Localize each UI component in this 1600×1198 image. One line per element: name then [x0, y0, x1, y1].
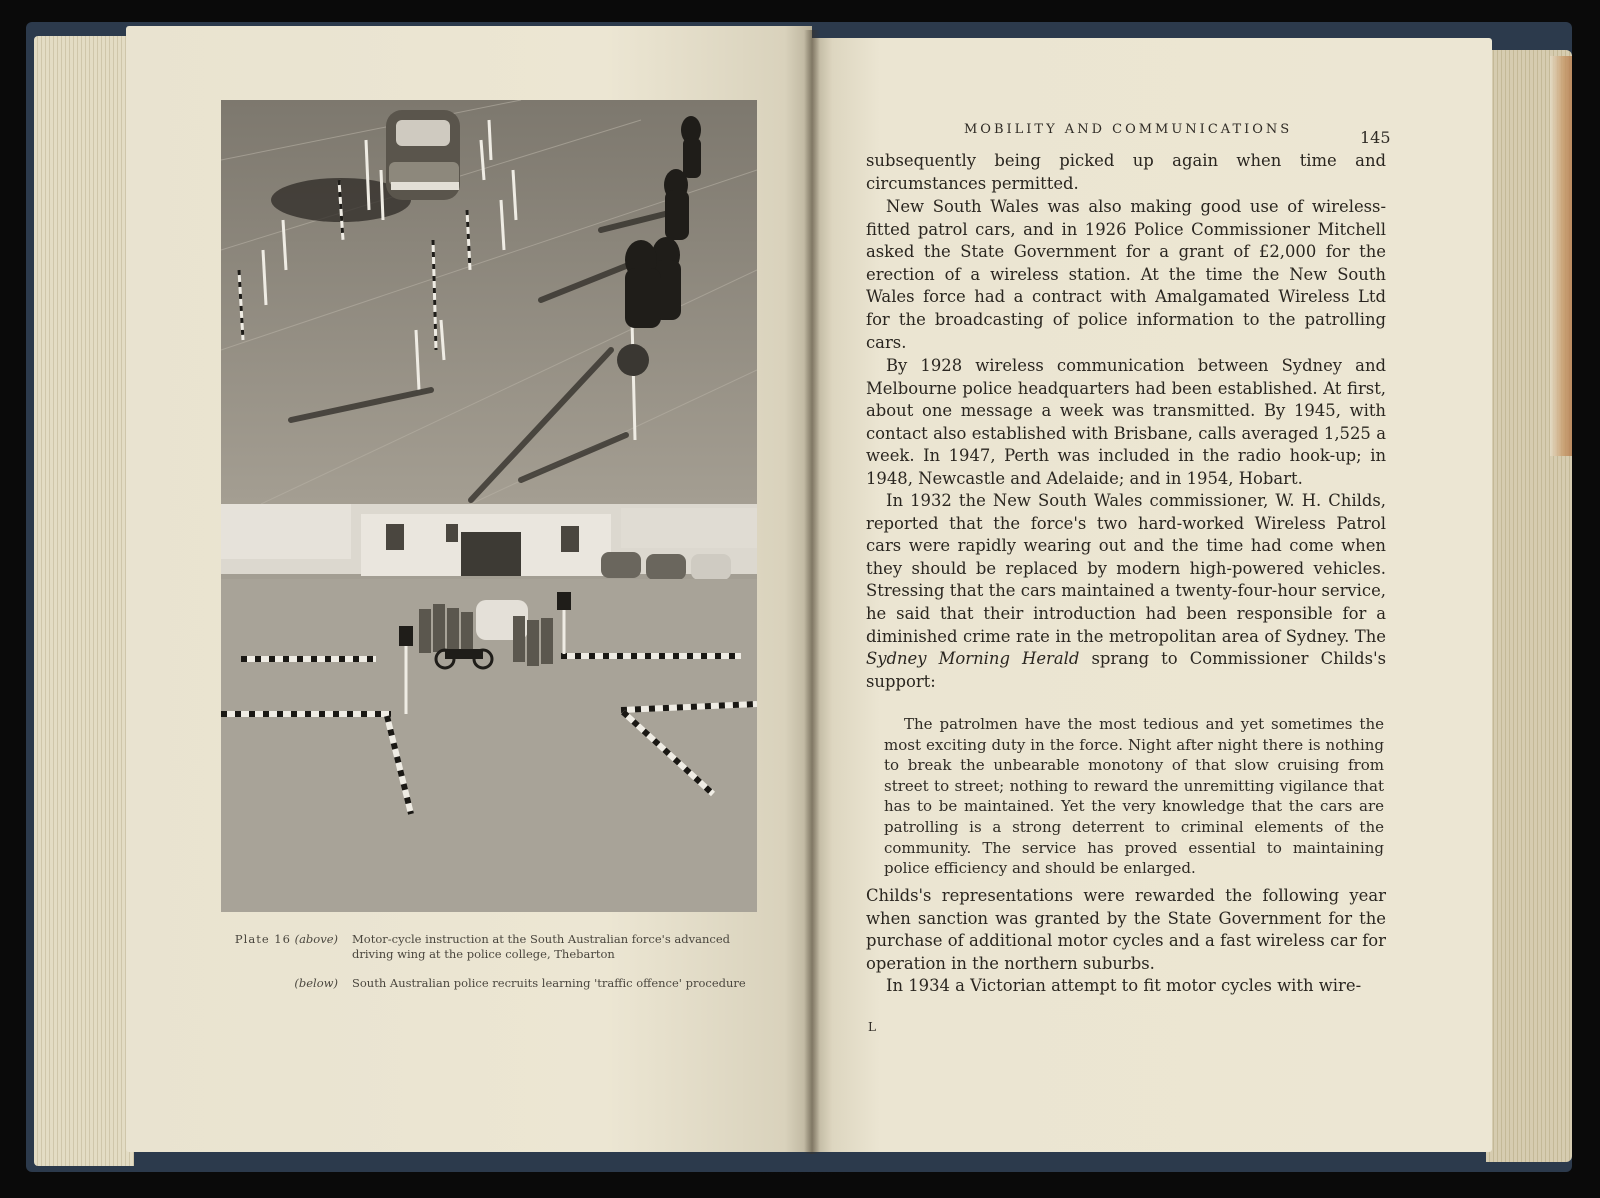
plate-label	[218, 932, 338, 947]
signature-mark: L	[868, 1020, 876, 1034]
paragraph-6: In 1934 a Victorian attempt to fit motor cycles with wire-	[886, 976, 1362, 995]
below-label	[218, 976, 338, 991]
paragraph-4	[866, 490, 1386, 693]
paragraph-3: By 1928 wireless communication between Sydney and Melbourne police headquarters had been established. At first, about one message a week was transmitted. By 1945, with contact also established with Brisbane, calls averaged 1,525 a week. In 1947, Perth was included in the radio hook-up; in 1948, Newcastle and Adelaide; and in 1954, Hobart.	[866, 356, 1386, 488]
block-quote: The patrolmen have the most tedious and yet sometimes the most exciting duty in the force. Night after night there is nothing to break the unbearable monotony of that slow cruising from street to street; nothing to reward the unremitting vigilance that has to be maintained. Yet the very knowledge that the cars are patrolling is a strong deterrent to criminal elements of the community. The service has proved essential to maintaining police efficiency and should be enlarged.	[884, 715, 1384, 878]
paragraph-1: subsequently being picked up again when time and circumstances permitted.	[866, 151, 1386, 193]
below-tag: (below)	[294, 976, 338, 990]
left-page-edges	[34, 36, 134, 1166]
caption-below: South Australian police recruits learning 'traffic offence' procedure	[352, 976, 746, 990]
page-number: 145	[1360, 128, 1391, 147]
newspaper-title: Sydney Morning Herald	[866, 649, 1080, 669]
photo-traffic-offence-procedure	[221, 504, 757, 912]
photo-motorcycle-instruction	[221, 100, 757, 504]
above-tag: (above)	[294, 932, 338, 946]
page-edge-stain	[1550, 56, 1572, 456]
running-head: MOBILITY AND COMMUNICATIONS	[964, 122, 1293, 137]
plate-number: Plate 16	[234, 932, 291, 946]
paragraph-2: New South Wales was also making good use of wireless-fitted patrol cars, and in 1926 Police Commissioner Mitchell asked the State Government for a grant of £2,000 for the erection of a wireless station. At the time the New South Wales force had a contract with Amalgamated Wireless Ltd for the broadcasting of police information to the patrolling cars.	[866, 197, 1386, 352]
paragraph-5: Childs's representations were rewarded the following year when sanction was granted by the State Government for the purchase of additional motor cycles and a fast wireless car for operation in the northern suburbs.	[866, 886, 1386, 973]
caption-above: Motor-cycle instruction at the South Australian force's advanced driving wing at the police college, Thebarton	[352, 932, 730, 961]
paragraph-4-end: sprang to Commissioner Childs's support:	[866, 649, 1386, 691]
paragraph-4-start: In 1932 the New South Wales commissioner, W. H. Childs, reported that the force's two hard-worked Wireless Patrol cars were rapidly wearing out and the time had come when they should be replaced by modern high-powered vehicles. Stressing that the cars maintained a twenty-four-hour service, he said that their introduction had been responsible for a diminished crime rate in the metropolitan area of Sydney. The	[866, 491, 1386, 646]
book-gutter	[804, 30, 820, 1154]
